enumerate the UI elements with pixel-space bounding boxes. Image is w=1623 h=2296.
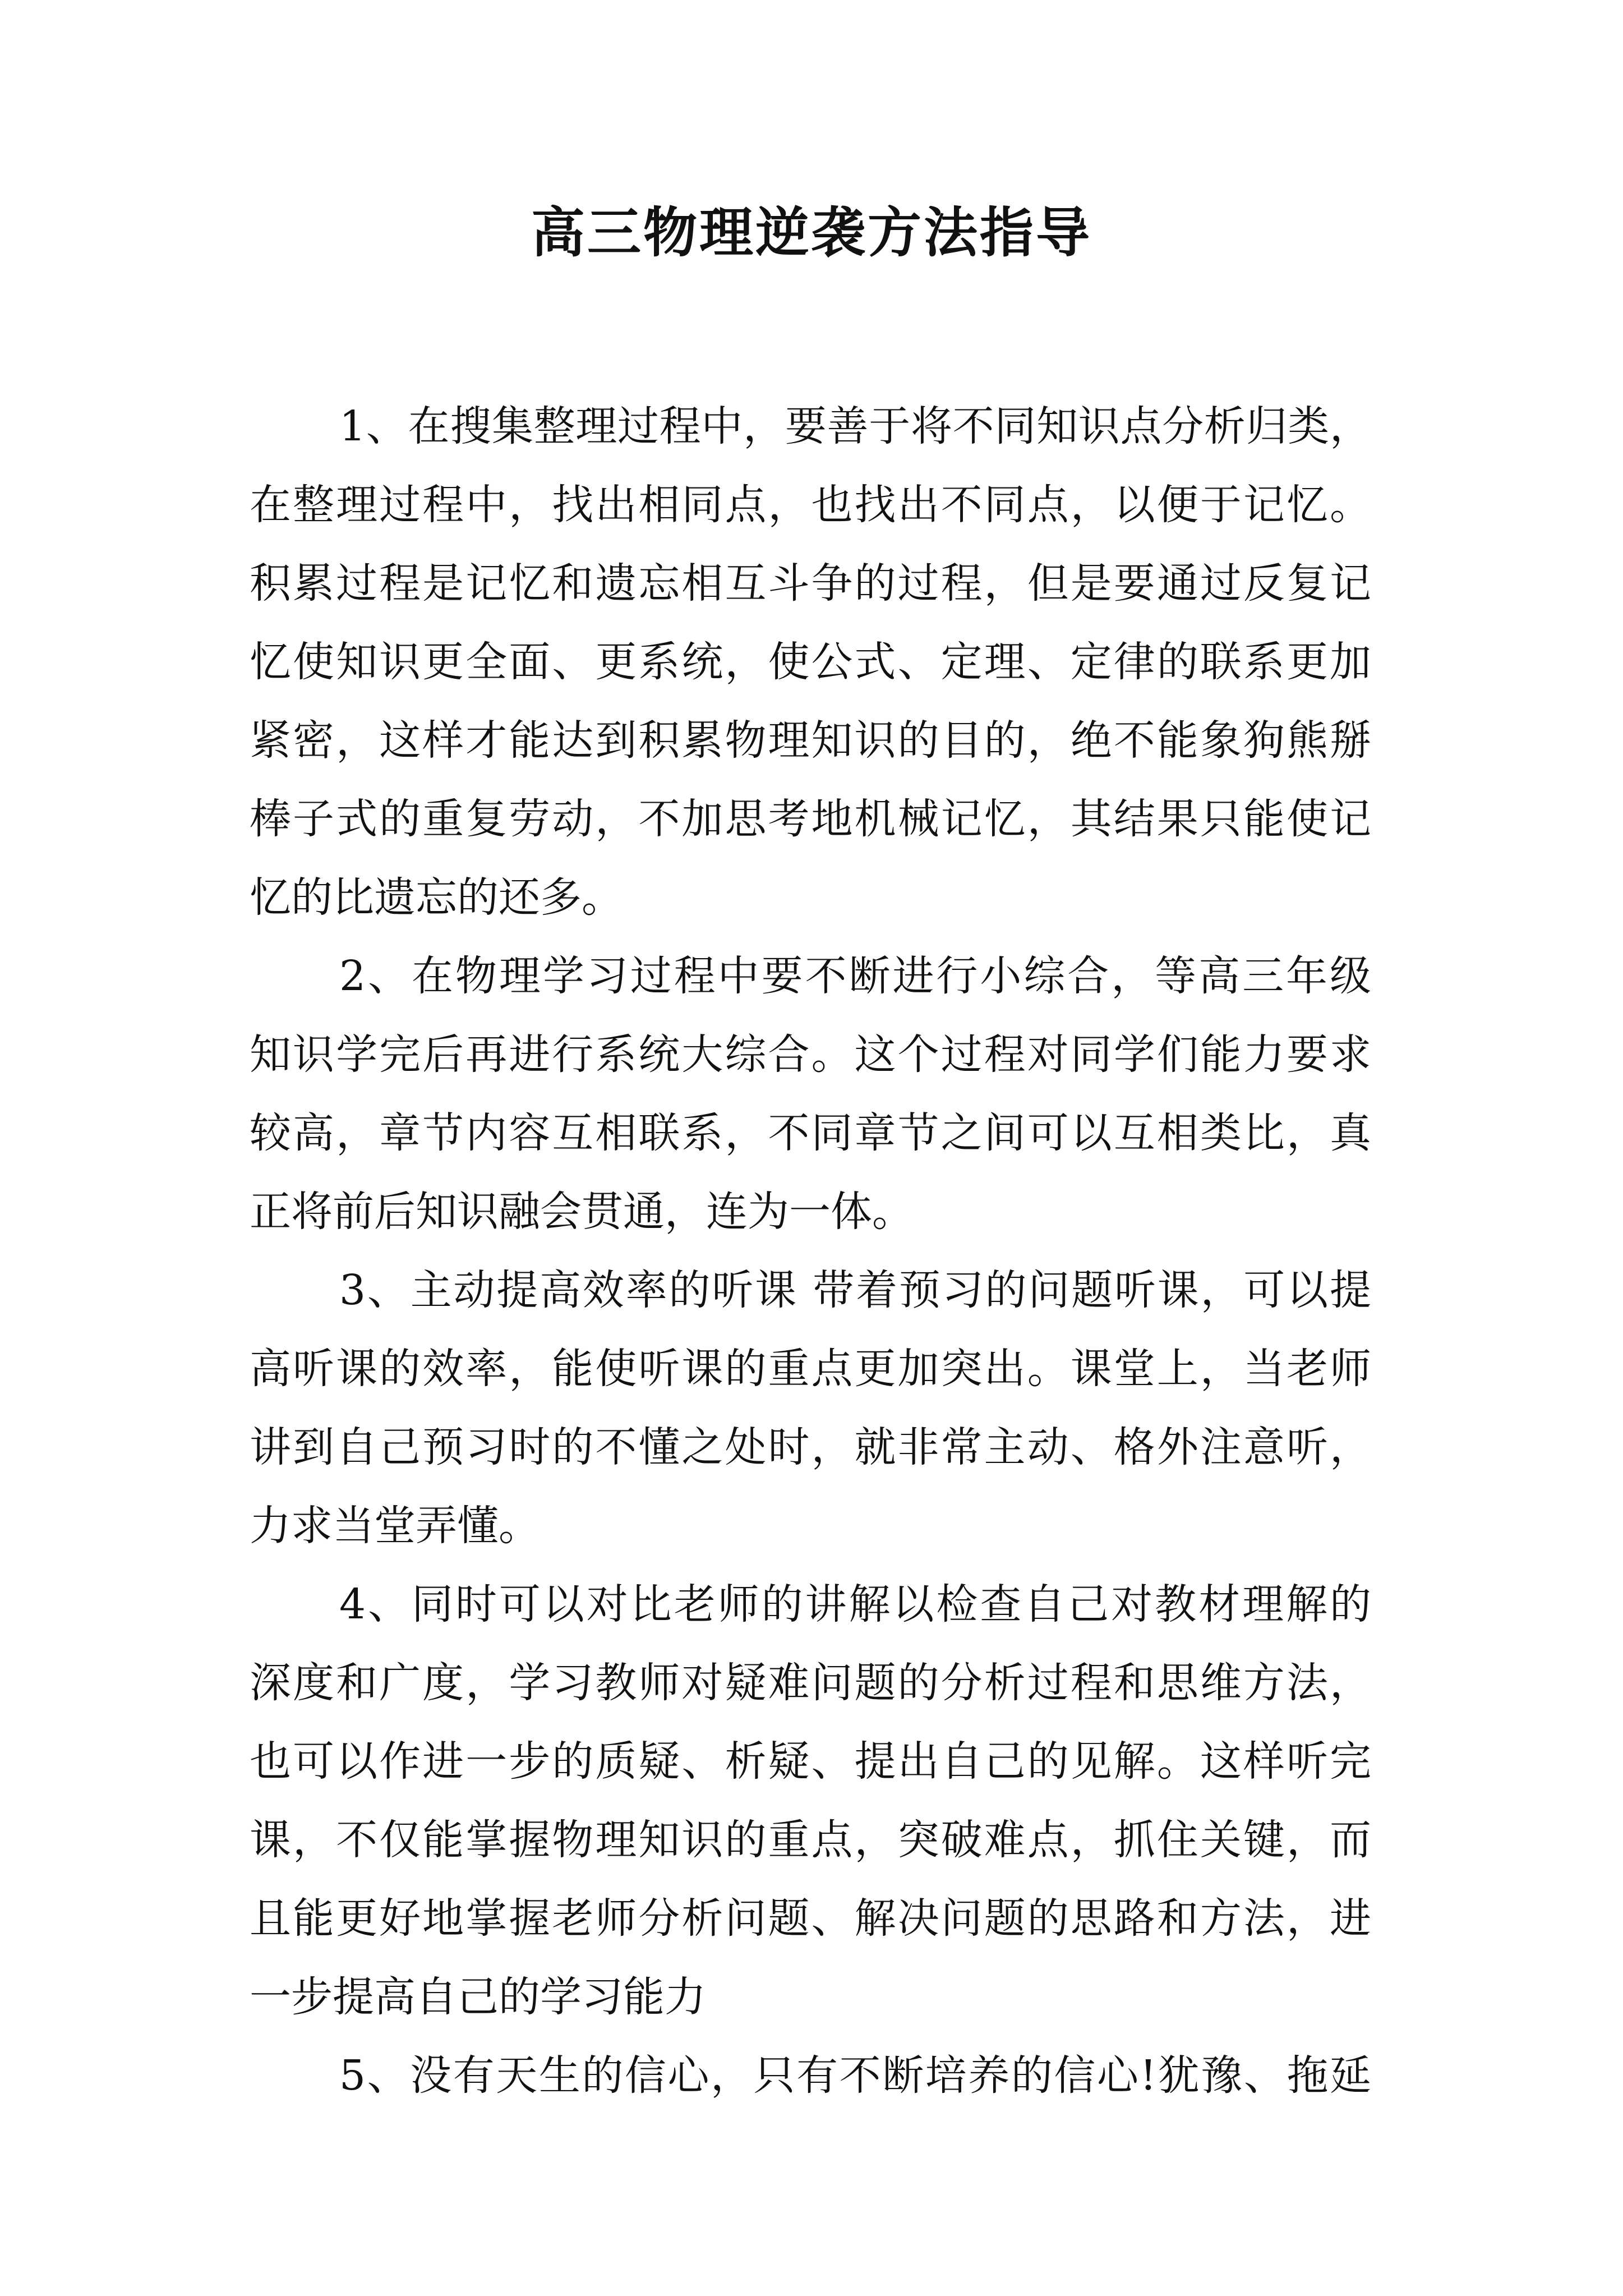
- document-body: [250, 387, 1371, 2115]
- paragraph-1-line-1: 1、在搜集整理过程中，要善于将不同知识点分析归类，: [339, 402, 1371, 450]
- paragraph-4-line-2: 深度和广度，学习教师对疑难问题的分析过程和思维方法，: [250, 1659, 1371, 1707]
- paragraph-2-line-1: 2、在物理学习过程中要不断进行小综合，等高三年级: [339, 952, 1371, 1000]
- paragraph-1-line-3: 积累过程是记忆和遗忘相互斗争的过程，但是要通过反复记: [250, 559, 1371, 608]
- paragraph-4-line-6: 一步提高自己的学习能力: [250, 1973, 706, 2021]
- paragraph-4-line-3: 也可以作进一步的质疑、析疑、提出自己的见解。这样听完: [250, 1737, 1371, 1786]
- paragraph-1-line-6: 棒子式的重复劳动，不加思考地机械记忆，其结果只能使记: [250, 795, 1371, 843]
- paragraph-4-line-4: 课，不仅能掌握物理知识的重点，突破难点，抓住关键，而: [250, 1816, 1371, 1864]
- paragraph-1-line-2: 在整理过程中，找出相同点，也找出不同点，以便于记忆。: [250, 481, 1371, 529]
- paragraph-2-line-2: 知识学完后再进行系统大综合。这个过程对同学们能力要求: [250, 1030, 1371, 1079]
- paragraph-3-line-3: 讲到自己预习时的不懂之处时，就非常主动、格外注意听，: [250, 1423, 1371, 1471]
- paragraph-1-line-7: 忆的比遗忘的还多。: [250, 873, 623, 922]
- paragraph-2-line-4: 正将前后知识融会贯通，连为一体。: [250, 1188, 914, 1236]
- paragraph-3-line-2: 高听课的效率，能使听课的重点更加突出。课堂上，当老师: [250, 1345, 1371, 1393]
- paragraph-4-line-1: 4、同时可以对比老师的讲解以检查自己对教材理解的: [339, 1580, 1371, 1628]
- paragraph-2-line-3: 较高，章节内容互相联系，不同章节之间可以互相类比，真: [250, 1109, 1371, 1157]
- document-title: 高三物理逆袭方法指导: [531, 201, 1092, 264]
- paragraph-4-line-5: 且能更好地掌握老师分析问题、解决问题的思路和方法，进: [250, 1894, 1371, 1943]
- paragraph-1-line-5: 紧密，这样才能达到积累物理知识的目的，绝不能象狗熊掰: [250, 716, 1371, 765]
- paragraph-1-line-4: 忆使知识更全面、更系统，使公式、定理、定律的联系更加: [250, 638, 1371, 686]
- paragraph-3-line-4: 力求当堂弄懂。: [250, 1502, 540, 1550]
- paragraph-5-line-1: 5、没有天生的信心，只有不断培养的信心!犹豫、拖延: [339, 2051, 1371, 2100]
- paragraph-3-line-1: 3、主动提高效率的听课 带着预习的问题听课，可以提: [339, 1266, 1371, 1314]
